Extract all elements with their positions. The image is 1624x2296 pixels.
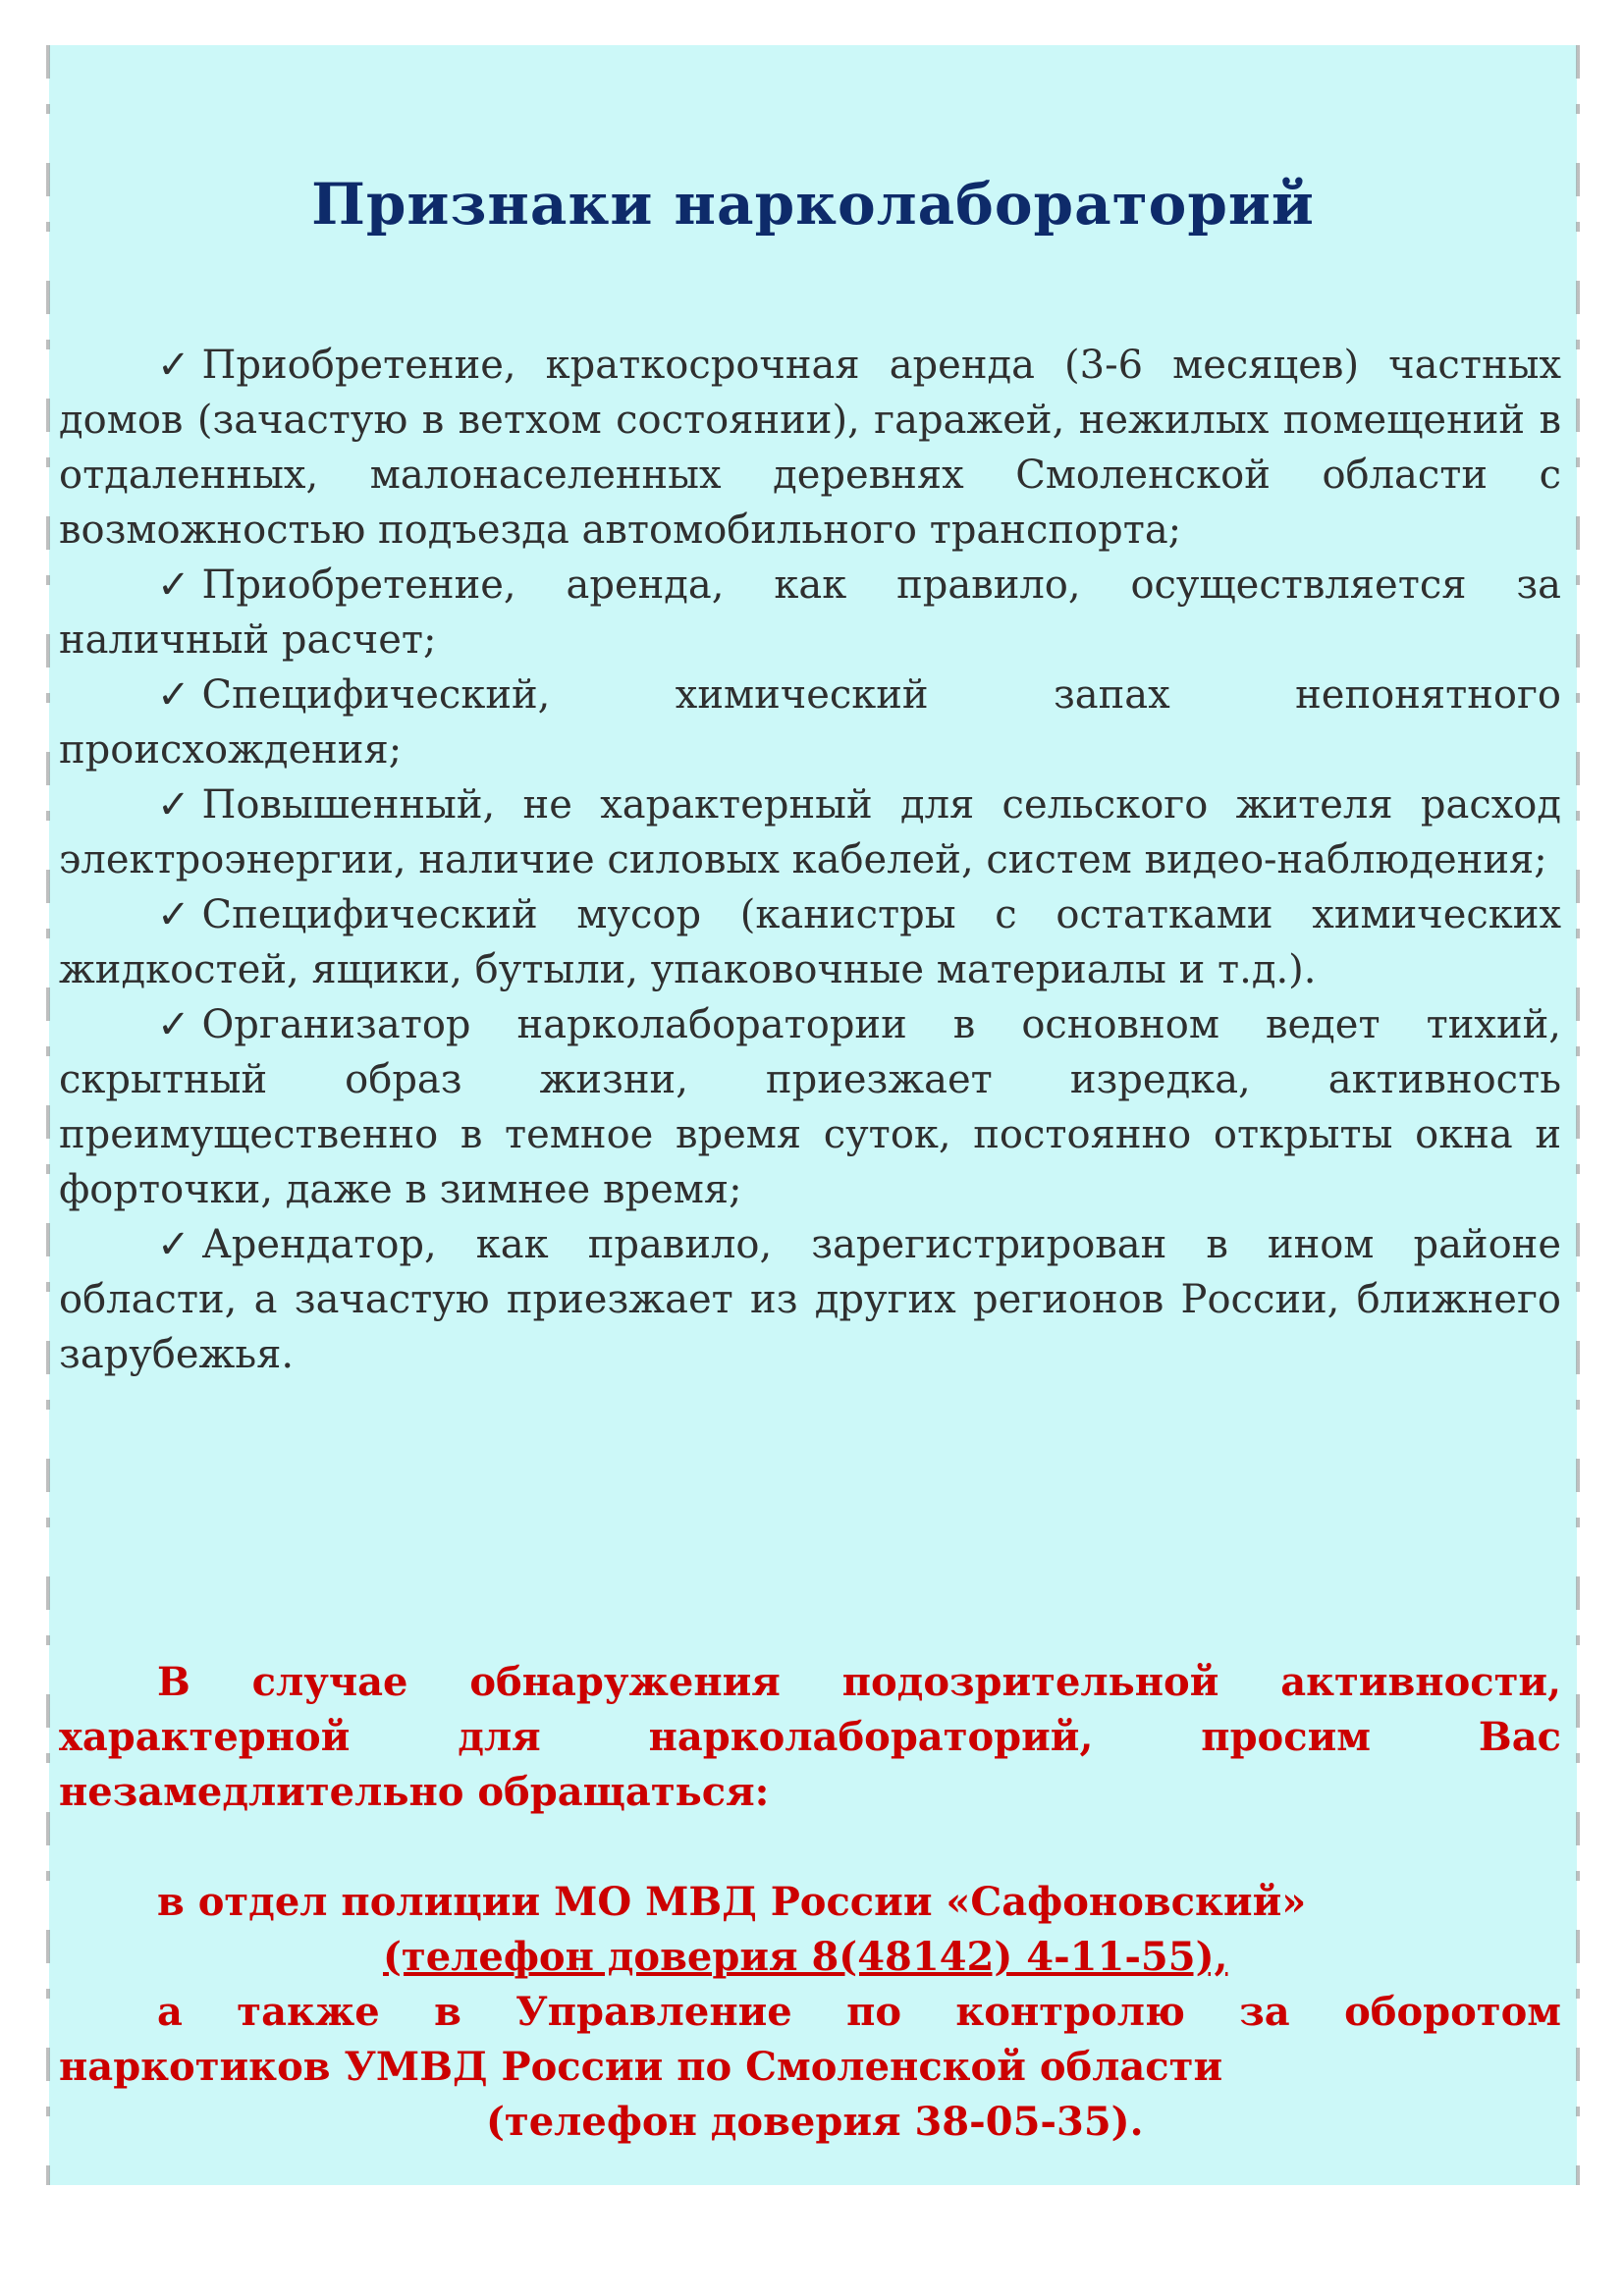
- list-item-text: Организатор нарколаборатории в основном ведет тихий, скрытный образ жизни, приезжает изредка, активность преимущественно в темное время суток, постоянно открыты окна и форточки, даже в зимнее время;: [59, 1002, 1561, 1212]
- list-item: [59, 1217, 1561, 1382]
- contact-section: [59, 1655, 1561, 2150]
- list-item-text: Приобретение, аренда, как правило, осуществляется за наличный расчет;: [59, 562, 1561, 663]
- checkmark-icon: ✓: [157, 1002, 190, 1047]
- checkmark-icon: ✓: [157, 1222, 190, 1267]
- police-phone-line: [59, 1930, 1561, 1985]
- checkmark-icon: ✓: [157, 782, 190, 828]
- list-item: [59, 887, 1561, 997]
- spacer: [59, 1820, 1561, 1875]
- drug-control-text: а также в Управление по контролю за оборотом наркотиков УМВД России по Смоленской области: [59, 1989, 1561, 2090]
- checkmark-icon: ✓: [157, 562, 190, 608]
- left-dashed-border: [46, 45, 50, 2185]
- poster-panel: [49, 45, 1577, 2185]
- drug-control-phone: (телефон доверия 38-05-35).: [486, 2099, 1144, 2145]
- checkmark-icon: ✓: [157, 892, 190, 937]
- list-item: [59, 997, 1561, 1217]
- right-dashed-border: [1576, 45, 1580, 2185]
- list-item-text: Специфический мусор (канистры с остатками химических жидкостей, ящики, бутыли, упаковочные материалы и т.д.).: [59, 892, 1561, 992]
- list-item-text: Повышенный, не характерный для сельского жителя расход электроэнергии, наличие силовых кабелей, систем видео-наблюдения;: [59, 782, 1561, 882]
- list-item-text: Арендатор, как правило, зарегистрирован в ином районе области, а зачастую приезжает из других регионов России, ближнего зарубежья.: [59, 1222, 1561, 1377]
- page-title: Признаки нарколабораторий: [311, 171, 1315, 238]
- list-item-text: Специфический, химический запах непонятного происхождения;: [59, 672, 1561, 773]
- list-item: [59, 338, 1561, 558]
- list-item: [59, 777, 1561, 887]
- list-item-text: Приобретение, краткосрочная аренда (3-6 месяцев) частных домов (зачастую в ветхом состоянии), гаражей, нежилых помещений в отдаленных, малонаселенных деревнях Смоленской области с возможностью подъезда автомобильного транспорта;: [59, 343, 1561, 553]
- checkmark-icon: ✓: [157, 672, 190, 718]
- signs-list: [59, 338, 1561, 1382]
- list-item: [59, 667, 1561, 777]
- police-phone: (телефон доверия 8(48142) 4-11-55),: [383, 1934, 1228, 1980]
- list-item: [59, 558, 1561, 667]
- police-dept-text: в отдел полиции МО МВД России «Сафоновский»: [157, 1879, 1307, 1925]
- checkmark-icon: ✓: [157, 343, 190, 388]
- appeal-text: В случае обнаружения подозрительной активности, характерной для нарколабораторий, просим Вас незамедлительно обращаться:: [59, 1659, 1561, 1815]
